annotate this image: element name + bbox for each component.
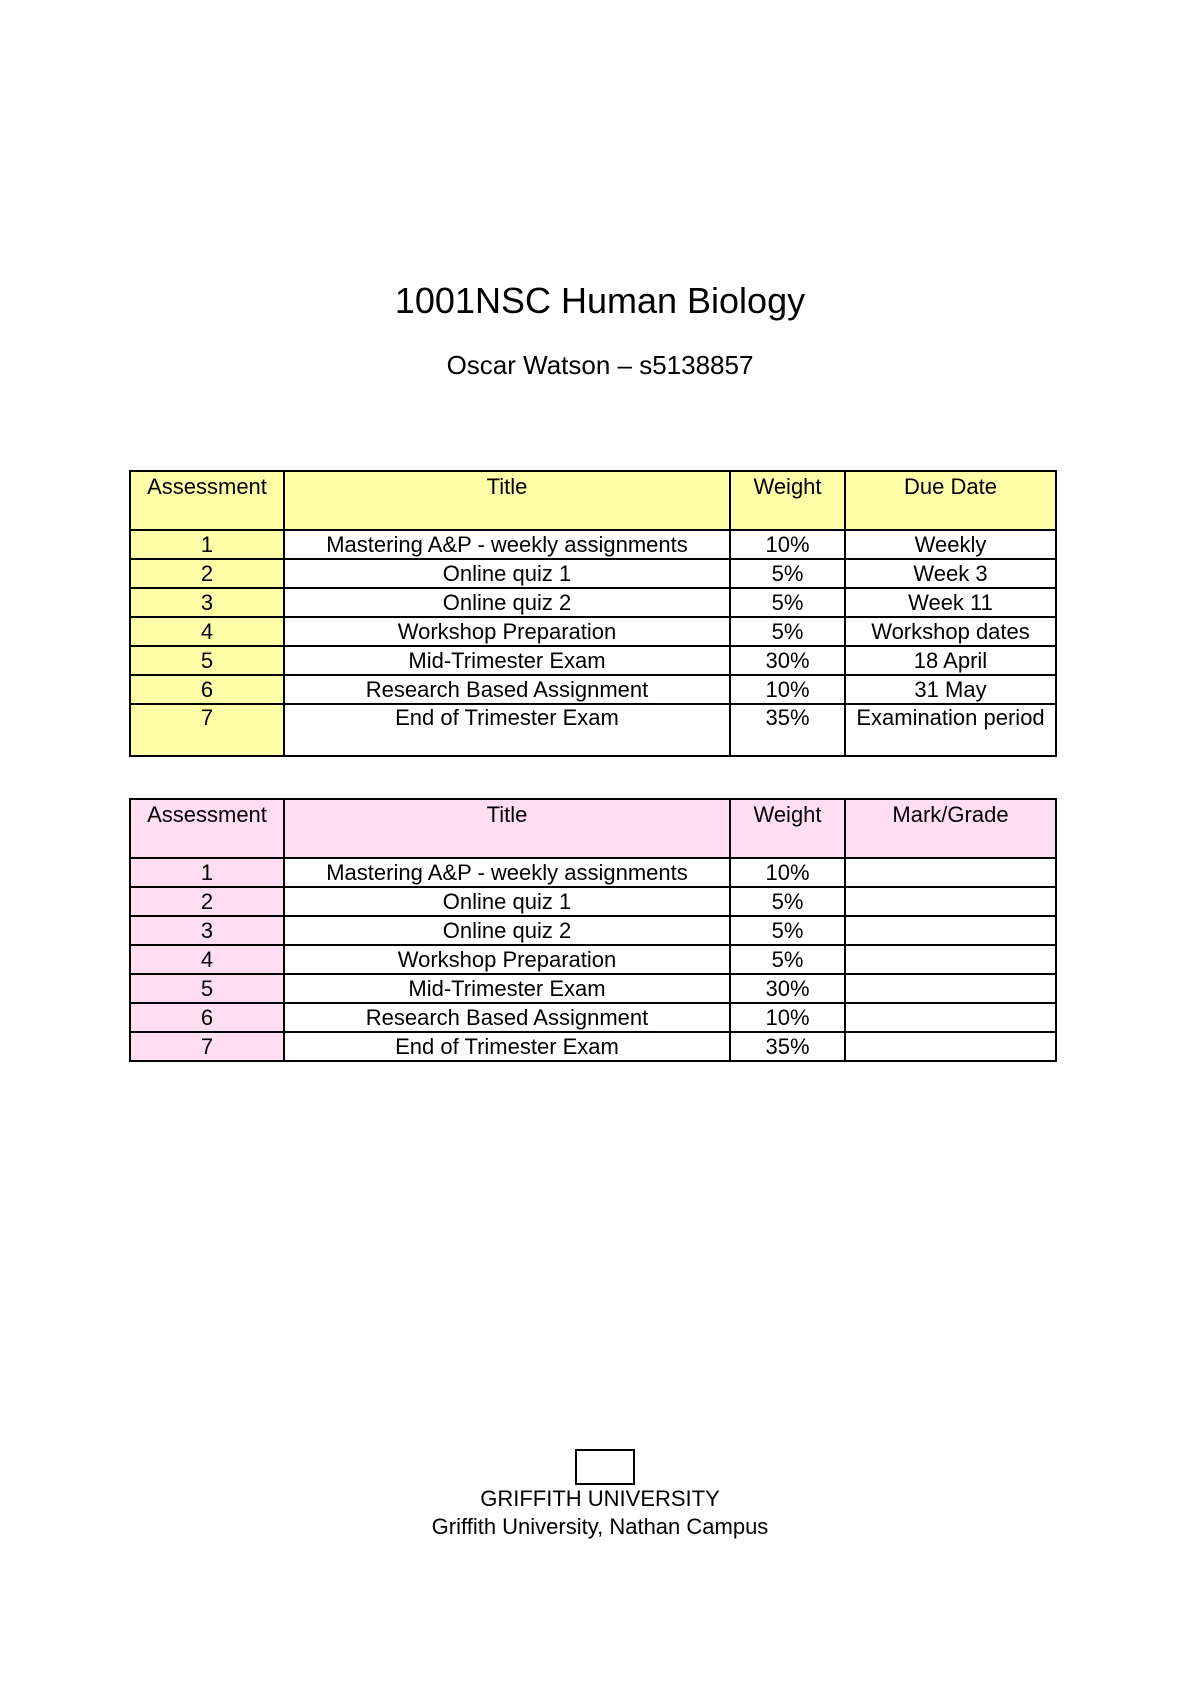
assessment-mark	[845, 945, 1056, 974]
assessment-weight: 5%	[730, 916, 845, 945]
campus-name: Griffith University, Nathan Campus	[431, 1514, 769, 1539]
assessment-number: 7	[130, 1032, 284, 1061]
assessment-title: Online quiz 2	[284, 588, 730, 617]
assessment-number: 4	[130, 945, 284, 974]
assessment-weight: 30%	[730, 646, 845, 675]
assessment-number: 2	[130, 887, 284, 916]
assessment-weight: 5%	[730, 559, 845, 588]
assessment-number: 4	[130, 617, 284, 646]
table-row	[130, 559, 1056, 588]
assessment-due-date: Workshop dates	[845, 617, 1056, 646]
assessment-weight: 10%	[730, 1003, 845, 1032]
assessment-number: 3	[130, 588, 284, 617]
header-title: Title	[284, 471, 730, 530]
assessment-number: 1	[130, 530, 284, 559]
table-row	[130, 617, 1056, 646]
table-row	[130, 1003, 1056, 1032]
assessment-due-date: Week 3	[845, 559, 1056, 588]
table-row	[130, 858, 1056, 887]
assessment-weight: 5%	[730, 887, 845, 916]
assessment-number: 6	[130, 675, 284, 704]
assessment-title: Research Based Assignment	[284, 1003, 730, 1032]
assessment-due-date: Examination period	[845, 704, 1056, 756]
header-assessment: Assessment	[130, 471, 284, 530]
header-weight: Weight	[730, 471, 845, 530]
student-name-id: Oscar Watson – s5138857	[446, 350, 754, 380]
assessment-weight: 10%	[730, 675, 845, 704]
assessment-title: Mastering A&P - weekly assignments	[284, 858, 730, 887]
assessment-title: Online quiz 1	[284, 559, 730, 588]
assessment-mark	[845, 1032, 1056, 1061]
table-header-row	[130, 471, 1056, 530]
assessment-title: End of Trimester Exam	[284, 704, 730, 756]
assessment-schedule-table	[129, 470, 1057, 757]
assessment-number: 2	[130, 559, 284, 588]
header-title: Title	[284, 799, 730, 858]
assessment-title: Workshop Preparation	[284, 945, 730, 974]
assessment-number: 1	[130, 858, 284, 887]
assessment-weight: 10%	[730, 530, 845, 559]
table-row	[130, 588, 1056, 617]
assessment-due-date: 18 April	[845, 646, 1056, 675]
assessment-number: 3	[130, 916, 284, 945]
table-row	[130, 530, 1056, 559]
assessment-weight: 35%	[730, 1032, 845, 1061]
assessment-weight: 30%	[730, 974, 845, 1003]
table-row	[130, 916, 1056, 945]
assessment-number: 7	[130, 704, 284, 756]
assessment-title: Online quiz 2	[284, 916, 730, 945]
assessment-weight: 5%	[730, 617, 845, 646]
table-row	[130, 646, 1056, 675]
assessment-title: Research Based Assignment	[284, 675, 730, 704]
logo-placeholder	[575, 1449, 635, 1485]
assessment-due-date: Weekly	[845, 530, 1056, 559]
assessment-mark	[845, 1003, 1056, 1032]
assessment-mark	[845, 916, 1056, 945]
assessment-title: End of Trimester Exam	[284, 1032, 730, 1061]
page-title: 1001NSC Human Biology	[394, 280, 806, 321]
assessment-mark	[845, 974, 1056, 1003]
assessment-title: Mastering A&P - weekly assignments	[284, 530, 730, 559]
assessment-title: Online quiz 1	[284, 887, 730, 916]
table-row	[130, 945, 1056, 974]
table-row	[130, 704, 1056, 756]
assessment-number: 5	[130, 974, 284, 1003]
assessment-due-date: Week 11	[845, 588, 1056, 617]
assessment-mark	[845, 887, 1056, 916]
assessment-marks-table	[129, 798, 1057, 1062]
assessment-mark	[845, 858, 1056, 887]
assessment-title: Mid-Trimester Exam	[284, 646, 730, 675]
university-name: GRIFFITH UNIVERSITY	[480, 1486, 720, 1511]
assessment-weight: 10%	[730, 858, 845, 887]
table-row	[130, 887, 1056, 916]
assessment-weight: 35%	[730, 704, 845, 756]
table-row	[130, 675, 1056, 704]
assessment-number: 5	[130, 646, 284, 675]
assessment-title: Workshop Preparation	[284, 617, 730, 646]
assessment-due-date: 31 May	[845, 675, 1056, 704]
assessment-weight: 5%	[730, 945, 845, 974]
header-assessment: Assessment	[130, 799, 284, 858]
table-row	[130, 1032, 1056, 1061]
table-row	[130, 974, 1056, 1003]
header-weight: Weight	[730, 799, 845, 858]
table-header-row	[130, 799, 1056, 858]
assessment-weight: 5%	[730, 588, 845, 617]
header-due-date: Due Date	[845, 471, 1056, 530]
assessment-title: Mid-Trimester Exam	[284, 974, 730, 1003]
assessment-number: 6	[130, 1003, 284, 1032]
header-mark-grade: Mark/Grade	[845, 799, 1056, 858]
